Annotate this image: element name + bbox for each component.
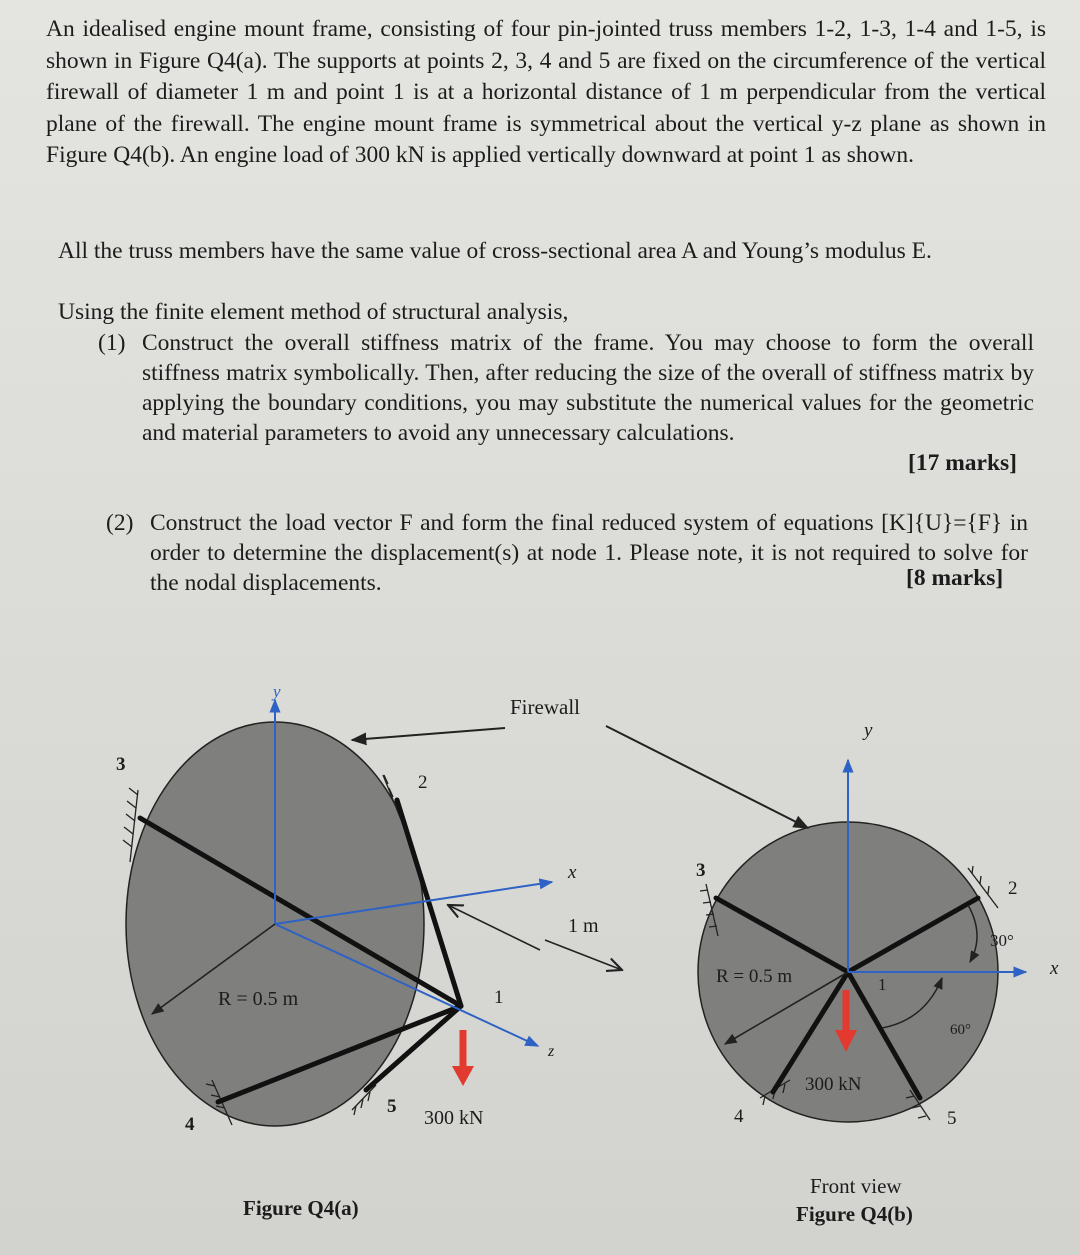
question-1-number: (1) xyxy=(98,330,126,356)
node-4-label-a: 4 xyxy=(185,1114,195,1135)
question-2-text: Construct the load vector F and form the final reduced system of equations [K]{U}={F} in order to determine the displacement(s) at node 1. Please note, it is not required to solve for the nodal displacements. xyxy=(150,510,1028,596)
figure-q4b-view-label: Front view xyxy=(810,1174,902,1198)
firewall-label: Firewall xyxy=(510,695,580,719)
angle-30-label: 30° xyxy=(990,931,1014,950)
axis-z-label-a: z xyxy=(548,1043,555,1060)
figure-q4b xyxy=(606,726,1026,1122)
node-3-label-a: 3 xyxy=(116,754,126,775)
length-label-a: 1 m xyxy=(568,915,599,937)
question-2-marks: [8 marks] xyxy=(906,565,1004,591)
axis-x-label-b: x xyxy=(1050,958,1059,979)
radius-label-b: R = 0.5 m xyxy=(716,966,793,987)
axis-y-label-a: y xyxy=(273,682,281,701)
angle-60-label: 60° xyxy=(950,1022,971,1038)
figure-q4a-caption: Figure Q4(a) xyxy=(243,1196,359,1220)
node-1-label-a: 1 xyxy=(494,987,504,1008)
material-note: All the truss members have the same value of cross-sectional area A and Young’s modulus E. xyxy=(58,238,932,264)
firewall-pointer-a xyxy=(352,728,505,740)
load-arrow-a xyxy=(452,1066,474,1086)
dim-arrow-left xyxy=(448,905,540,950)
method-intro: Using the finite element method of structural analysis, xyxy=(58,299,569,325)
load-label-a: 300 kN xyxy=(424,1107,484,1129)
load-label-b: 300 kN xyxy=(805,1074,862,1095)
radius-label-a: R = 0.5 m xyxy=(218,988,299,1010)
axis-y-label-b: y xyxy=(864,720,873,741)
dim-arrow-right xyxy=(545,940,622,970)
question-1-text: Construct the overall stiffness matrix of the frame. You may choose to form the overall stiffness matrix symbolically. Then, after reducing the size of the overall of stiffness matrix by applying the boundary conditions, you may substitute the numerical values for the geometric and material parameters to avoid any unnecessary calculations. xyxy=(142,330,1034,446)
node-2-label-a: 2 xyxy=(418,772,428,793)
node-2-label-b: 2 xyxy=(1008,878,1018,899)
figure-q4b-caption: Figure Q4(b) xyxy=(796,1202,913,1226)
node-5-label-b: 5 xyxy=(947,1108,957,1129)
axis-x-label-a: x xyxy=(568,862,577,883)
node-5-label-a: 5 xyxy=(387,1096,397,1117)
question-1-marks: [17 marks] xyxy=(908,450,1017,476)
node-3-label-b: 3 xyxy=(696,860,706,881)
figure-q4a xyxy=(123,700,622,1126)
firewall-pointer-b xyxy=(606,726,808,828)
intro-paragraph: An idealised engine mount frame, consisting of four pin-jointed truss members 1-2, 1-3, 1-4 and 1-5, is shown in Figure Q4(a). The supports at points 2, 3, 4 and 5 are fixed on the circumference of the vertical firewall of diameter 1 m and point 1 is at a horizontal distance of 1 m perpendicular from the vertical plane of the firewall. The engine mount frame is symmetrical about the vertical y-z plane as shown in Figure Q4(b). An engine load of 300 kN is applied vertically downward at point 1 as shown. xyxy=(46,16,1046,168)
node-4-label-b: 4 xyxy=(734,1106,744,1127)
node-1-label-b: 1 xyxy=(878,975,887,994)
question-2-number: (2) xyxy=(106,510,134,536)
